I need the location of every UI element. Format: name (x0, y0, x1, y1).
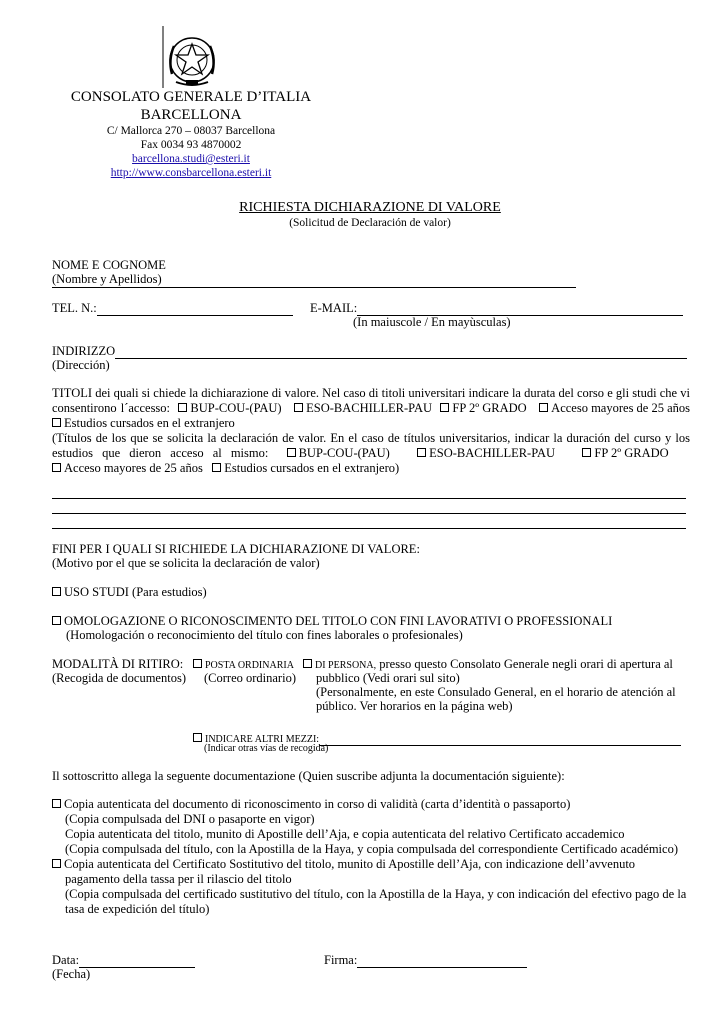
doc-item[interactable]: Copia autenticata del Certificato Sostitutivo del titolo, munito di Apostille dell’Aja, con indicazione dell’avvenuto pagamento della tassa per il rilascio del titolo (52, 857, 690, 887)
option-uso-studi[interactable]: USO STUDI (Para estudios) (52, 585, 207, 600)
documentazione-list (52, 797, 690, 917)
option-eso-es[interactable]: ESO-BACHILLER-PAU (417, 446, 555, 461)
titoli-write-line[interactable] (52, 513, 686, 514)
doc-item-es: (Copia compulsada del certificado sustitutivo del título, con la Apostilla de la Haya, y con indicación del efectivo pago de la tasa de expedición del título) (65, 887, 687, 916)
checkbox-icon[interactable] (52, 463, 61, 472)
name-sublabel: (Nombre y Apellidos) (52, 272, 162, 286)
office-email-link[interactable]: barcellona.studi@esteri.it (132, 153, 250, 165)
option-extranjero-es[interactable]: Estudios cursados en el extranjero) (212, 461, 399, 476)
persona-es-2: público. Ver horarios en la página web) (316, 699, 513, 713)
tel-line[interactable] (97, 302, 293, 316)
checkbox-icon[interactable] (52, 859, 61, 868)
name-label: NOME E COGNOME (52, 258, 166, 272)
firma-label: Firma: (324, 953, 358, 967)
email-label: E-MAIL: (310, 301, 358, 315)
data-field[interactable] (52, 953, 195, 968)
office-name: CONSOLATO GENERALE D’ITALIA (70, 89, 312, 105)
checkbox-icon[interactable] (539, 403, 548, 412)
checkbox-icon[interactable] (212, 463, 221, 472)
checkbox-icon[interactable] (303, 659, 312, 668)
form-title-sub: (Solicitud de Declaración de valor) (289, 217, 451, 229)
checkbox-icon[interactable] (193, 733, 202, 742)
option-altri-mezzi[interactable]: INDICARE ALTRI MEZZI: (193, 731, 681, 746)
titoli-es-text: (Títulos de los que se solicita la declaración de valor. En el caso de títulos universitarios, indicar la duración del curso y los estudios que dieron acceso al mismo: (52, 431, 690, 460)
checkbox-icon[interactable] (440, 403, 449, 412)
ritiro-sublabel: (Recogida de documentos) (52, 671, 186, 685)
titoli-block (52, 386, 690, 476)
option-fp[interactable]: FP 2º GRADO (440, 401, 526, 416)
persona-es-1: (Personalmente, en este Consulado General, en el horario de atención al (316, 685, 676, 699)
option-persona[interactable]: DI PERSONA, presso questo Consolato Generale negli orari di apertura al (303, 657, 673, 672)
tel-field[interactable] (52, 301, 293, 316)
address-sublabel: (Dirección) (52, 358, 110, 372)
tel-label: TEL. N.: (52, 301, 97, 315)
checkbox-icon[interactable] (582, 448, 591, 457)
option-posta[interactable]: POSTA ORDINARIA (193, 657, 294, 672)
option-bup-es[interactable]: BUP-COU-(PAU) (287, 446, 390, 461)
titoli-it (52, 386, 690, 431)
checkbox-icon[interactable] (294, 403, 303, 412)
checkbox-icon[interactable] (193, 659, 202, 668)
address-field[interactable] (52, 344, 687, 359)
data-sublabel: (Fecha) (52, 967, 91, 981)
persona-text-2: pubblico (Vedi orari sul sito) (316, 671, 460, 685)
office-website-link[interactable]: http://www.consbarcellona.esteri.it (110, 167, 272, 179)
option-eso[interactable]: ESO-BACHILLER-PAU (294, 401, 432, 416)
option-fp-es[interactable]: FP 2º GRADO (582, 446, 668, 461)
checkbox-icon[interactable] (52, 587, 61, 596)
firma-field[interactable] (324, 953, 527, 968)
option-mayores-es[interactable]: Acceso mayores de 25 años (52, 461, 203, 476)
posta-sublabel: (Correo ordinario) (204, 671, 296, 685)
data-label: Data: (52, 953, 80, 967)
omologazione-sublabel: (Homologación o reconocimiento del título con fines laborales o profesionales) (66, 628, 463, 642)
ritiro-label: MODALITÀ DI RITIRO: (52, 657, 184, 671)
office-fax: Fax 0034 93 4870002 (140, 139, 242, 151)
checkbox-icon[interactable] (178, 403, 187, 412)
address-line[interactable] (115, 345, 687, 359)
fini-label: FINI PER I QUALI SI RICHIEDE LA DICHIARAZIONE DI VALORE: (52, 542, 420, 556)
option-omologazione[interactable]: OMOLOGAZIONE O RICONOSCIMENTO DEL TITOLO CON FINI LAVORATIVI O PROFESSIONALI (52, 614, 612, 629)
altri-mezzi-line[interactable] (319, 734, 681, 746)
doc-item-es: (Copia compulsada del título, con la Apostilla de la Haya, y copia compulsada del correspondiente Certificado académico) (65, 842, 678, 856)
email-field[interactable] (310, 301, 683, 316)
checkbox-icon[interactable] (52, 418, 61, 427)
data-line[interactable] (79, 954, 195, 968)
fini-sublabel: (Motivo por el que se solicita la declaración de valor) (52, 556, 320, 570)
office-city: BARCELLONA (140, 107, 242, 123)
email-note: (In maiuscole / En mayùsculas) (353, 315, 511, 329)
office-address: C/ Mallorca 270 – 08037 Barcellona (106, 125, 276, 137)
consulate-header (60, 88, 322, 180)
form-title-main: RICHIESTA DICHIARAZIONE DI VALORE (239, 200, 501, 215)
doc-item[interactable]: Copia autenticata del titolo, munito di Apostille dell’Aja, e copia autenticata del relativo Certificato accademico (65, 827, 625, 841)
titoli-write-line[interactable] (52, 498, 686, 499)
titoli-write-line[interactable] (52, 528, 686, 529)
documentazione-intro: Il sottoscritto allega la seguente documentazione (Quien suscribe adjunta la documentación siguiente): (52, 769, 565, 783)
option-bup[interactable]: BUP-COU-(PAU) (178, 401, 281, 416)
form-title (180, 200, 560, 230)
firma-line[interactable] (357, 954, 527, 968)
titoli-it-text: TITOLI dei quali si chiede la dichiarazione di valore. Nel caso di titoli universitari indicare la durata del corso e gli studi che vi consentirono l´accesso: (52, 386, 690, 415)
doc-item-es: (Copia compulsada del DNI o pasaporte en vigor) (65, 812, 315, 826)
checkbox-icon[interactable] (52, 616, 61, 625)
altri-sublabel: (Indicar otras vías de recogida) (204, 743, 329, 754)
option-extranjero[interactable]: Estudios cursados en el extranjero (52, 416, 235, 431)
titoli-es (52, 431, 690, 476)
checkbox-icon[interactable] (417, 448, 426, 457)
option-mayores[interactable]: Acceso mayores de 25 años (539, 401, 690, 416)
email-line[interactable] (357, 302, 683, 316)
doc-item[interactable]: Copia autenticata del documento di riconoscimento in corso di validità (carta d’identità o passaporto) (52, 797, 690, 812)
italian-republic-emblem (160, 24, 220, 90)
address-label: INDIRIZZO (52, 344, 116, 358)
checkbox-icon[interactable] (52, 799, 61, 808)
checkbox-icon[interactable] (287, 448, 296, 457)
